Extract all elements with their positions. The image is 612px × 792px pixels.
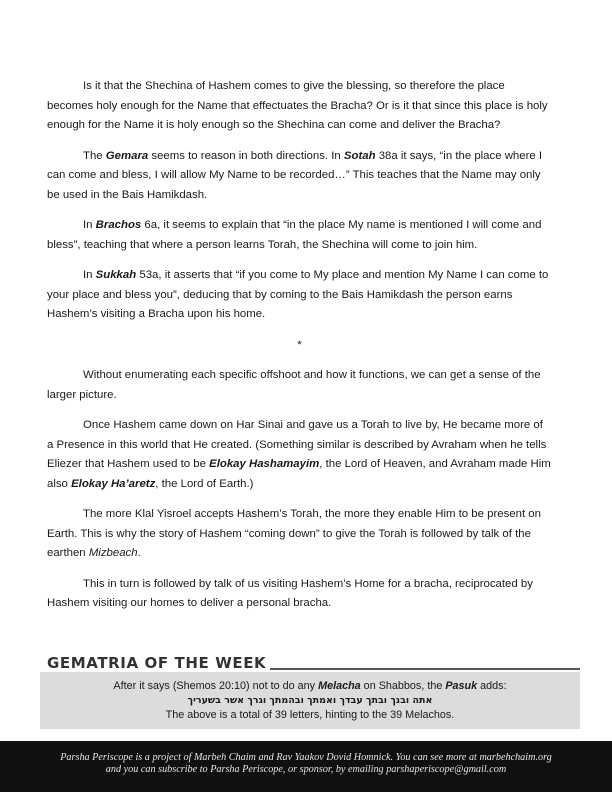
text-run: The [83, 149, 106, 162]
text-run: After it says (Shemos 20:10) not to do any [113, 680, 319, 692]
gematria-summary: The above is a total of 39 letters, hinting to the 39 Melachos. [165, 709, 455, 721]
text-run: Once Hashem came down on Har Sinai and gave us a Torah to live by, He became more of a Presence in this world that He created. (Something similar is described by Avraham when he tells Eliezer that Hashem used to be [47, 419, 547, 470]
paragraph [47, 505, 552, 564]
emphasis-term: Brachos [95, 219, 142, 231]
text-run: This in turn is followed by talk of us visiting Hashem’s Home for a bracha, reciprocated by Hashem visiting our homes to deliver a personal bracha. [47, 577, 533, 609]
gematria-intro [40, 679, 580, 694]
emphasis-term: Melacha [318, 680, 361, 692]
text-run: * [297, 338, 302, 351]
text-run: Without enumerating each specific offshoot and how it functions, we can get a sense of the larger picture. [47, 369, 541, 401]
text-run: adds: [477, 680, 507, 692]
emphasis-term: Elokay Hashamayim [209, 458, 320, 470]
paragraph [47, 77, 552, 136]
text-run: 53a, it asserts that “if you come to My place and mention My Name I can come to your place and bless you”, deducing that by coming to the Bais Hamikdash the person earns Hashem’s visiting a Bracha upon his home. [47, 269, 549, 320]
footer-line-2: and you can subscribe to Parsha Periscope, or sponsor, by emailing parshaperiscope@gmail.com [105, 764, 507, 775]
text-run: on Shabbos, the [360, 680, 446, 692]
text-run: Is it that the Shechina of Hashem comes to give the blessing, so therefore the place becomes holy enough for the Name that effectuates the Bracha? Or is it that since this place is holy enough for the Name it is holy enough so the Shechina can come and deliver the Bracha? [47, 80, 548, 131]
article-body [47, 77, 552, 625]
footer-line-1: Parsha Periscope is a project of Marbeh Chaim and Rav Yaakov Dovid Homnick. You can see more at marbehchaim.org [60, 752, 552, 763]
paragraph [47, 416, 552, 494]
text-run: , the Lord of Earth.) [155, 477, 254, 490]
paragraph [47, 266, 552, 325]
section-divider-asterisk [47, 336, 552, 356]
gematria-heading: GEMATRIA OF THE WEEK [47, 655, 270, 671]
text-run: , the Lord of Heaven, and Avraham made Him also [47, 458, 551, 490]
text-run: The more Klal Yisroel accepts Hashem’s Torah, the more they enable Him to be present on Earth. This is why the story of Hashem “coming down” to give the Torah is followed by talk of the earthen [47, 508, 541, 559]
emphasis-term: Elokay Ha’aretz [71, 477, 156, 490]
paragraph [47, 575, 552, 614]
emphasis-term: Gemara [105, 149, 149, 162]
text-run: In [83, 269, 96, 281]
paragraph [47, 147, 552, 206]
emphasis-term: Sukkah [95, 269, 137, 281]
text-run: seems to reason in both directions. In [148, 149, 344, 162]
emphasis-term: Sotah [343, 149, 376, 162]
emphasis-term: Pasuk [445, 680, 478, 692]
footer [0, 741, 612, 792]
text-run: 38a it says, “in the place where I can come and bless, I will allow My Name to be recorded…” This teaches that the Name may only be used in the Bais Hamikdash. [47, 149, 543, 201]
text-run: . [137, 547, 141, 559]
text-run: In [83, 219, 96, 231]
paragraph [47, 366, 552, 405]
gematria-box [40, 672, 580, 729]
italic-term: Mizbeach [88, 547, 138, 559]
gematria-hebrew-verse: אתה ובנך ובתך עבדך ואמתך ובהמתך וגרך אשר בשעריך [187, 695, 433, 706]
text-run: 6a, it seems to explain that “in the place My name is mentioned I will come and bless”, teaching that where a person learns Torah, the Shechina will come to join him. [47, 219, 542, 251]
paragraph [47, 216, 552, 255]
gematria-header [47, 655, 580, 671]
